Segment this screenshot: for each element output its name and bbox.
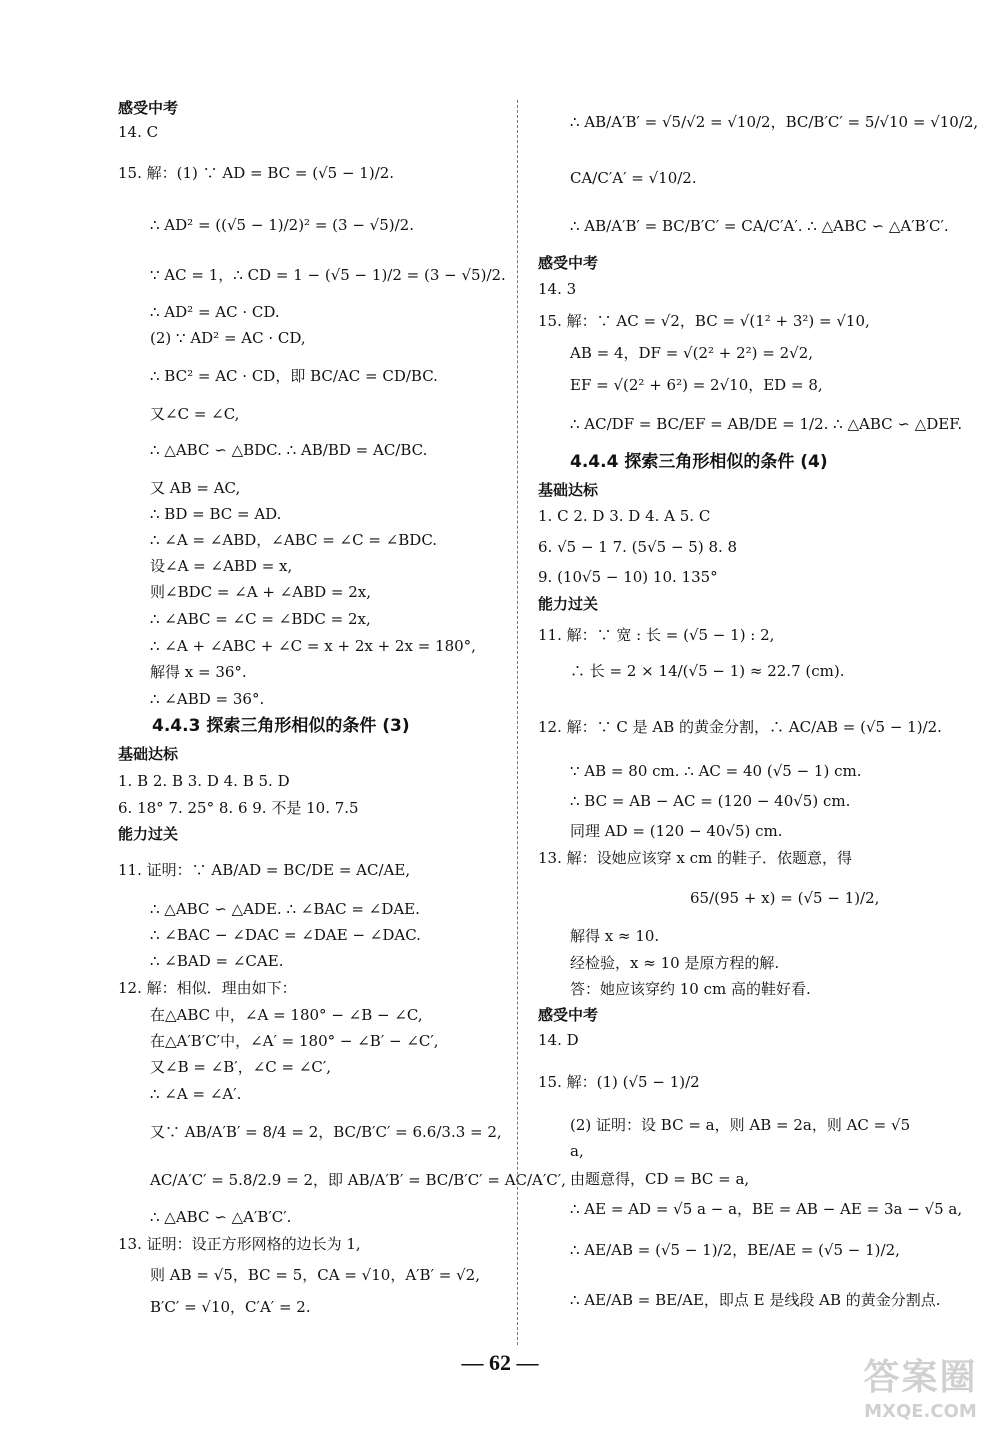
text-line: 则∠BDC = ∠A + ∠ABD = 2x,: [150, 583, 372, 601]
text-line: 同理 AD = (120 − 40√5) cm.: [570, 822, 783, 840]
text-line: ∴ ∠A + ∠ABC + ∠C = x + 2x + 2x = 180°,: [150, 637, 476, 655]
text-line: 14. D: [538, 1031, 579, 1049]
text-line: B′C′ = √10，C′A′ = 2.: [150, 1298, 311, 1316]
text-line: 13. 证明：设正方形网格的边长为 1,: [118, 1235, 361, 1253]
text-line: AB = 4，DF = √(2² + 2²) = 2√2,: [570, 344, 814, 362]
subsection-heading: 感受中考: [118, 99, 179, 117]
text-line: 由题意得，CD = BC = a,: [570, 1170, 750, 1188]
text-line: ∴ AE = AD = √5 a − a，BE = AB − AE = 3a − √5 a,: [570, 1200, 963, 1218]
subsection-heading: 感受中考: [538, 1006, 599, 1024]
text-line: 11. 证明：∵ AB/AD = BC/DE = AC/AE,: [118, 861, 411, 879]
text-line: 14. C: [118, 123, 159, 141]
text-line: ∴ ∠BAC − ∠DAC = ∠DAE − ∠DAC.: [150, 926, 421, 944]
subsection-heading: 感受中考: [538, 254, 599, 272]
text-line: 12. 解：相似．理由如下：: [118, 979, 297, 997]
text-line: ∴ AE/AB = BE/AE，即点 E 是线段 AB 的黄金分割点.: [570, 1291, 941, 1309]
text-line: ∴ △ABC ∽ △BDC. ∴ AB/BD = AC/BC.: [150, 441, 428, 459]
text-line: ∴ BC² = AC · CD，即 BC/AC = CD/BC.: [150, 367, 438, 385]
section-heading: 4.4.3 探索三角形相似的条件 (3): [152, 716, 410, 736]
text-line: 12. 解：∵ C 是 AB 的黄金分割，∴ AC/AB = (√5 − 1)/2.: [538, 718, 942, 736]
text-line: 又∵ AB/A′B′ = 8/4 = 2，BC/B′C′ = 6.6/3.3 = 2,: [150, 1123, 502, 1141]
text-line: 65/(95 + x) = (√5 − 1)/2,: [690, 889, 880, 907]
text-line: ∴ AB/A′B′ = √5/√2 = √10/2，BC/B′C′ = 5/√10 = √10/2,: [570, 113, 979, 131]
text-line: ∴ ∠ABD = 36°.: [150, 690, 265, 708]
text-line: ∴ BD = BC = AD.: [150, 505, 282, 523]
text-line: ∴ BC = AB − AC = (120 − 40√5) cm.: [570, 792, 851, 810]
text-line: 在△A′B′C′中，∠A′ = 180° − ∠B′ − ∠C′,: [150, 1032, 439, 1050]
text-line: a,: [570, 1142, 584, 1160]
text-line: (2) ∵ AD² = AC · CD,: [150, 329, 306, 347]
text-line: ∴ AD² = AC · CD.: [150, 303, 280, 321]
text-line: 14. 3: [538, 280, 577, 298]
text-line: EF = √(2² + 6²) = 2√10，ED = 8,: [570, 376, 823, 394]
text-line: 解得 x = 36°.: [150, 663, 247, 681]
text-line: ∴ △ABC ∽ △ADE. ∴ ∠BAC = ∠DAE.: [150, 900, 420, 918]
text-line: ∴ AE/AB = (√5 − 1)/2，BE/AE = (√5 − 1)/2,: [570, 1241, 900, 1259]
column-divider: [517, 100, 518, 1345]
text-line: 答：她应该穿约 10 cm 高的鞋好看.: [570, 980, 811, 998]
text-line: 又 AB = AC,: [150, 479, 241, 497]
text-line: ∵ AC = 1，∴ CD = 1 − (√5 − 1)/2 = (3 − √5)/2.: [150, 266, 506, 284]
text-line: 则 AB = √5，BC = 5，CA = √10，A′B′ = √2,: [150, 1266, 480, 1284]
text-line: ∴ AB/A′B′ = BC/B′C′ = CA/C′A′. ∴ △ABC ∽ △A′B′C′.: [570, 217, 949, 235]
subsection-heading: 基础达标: [538, 481, 599, 499]
text-line: 解得 x ≈ 10.: [570, 927, 660, 945]
text-line: ∵ AB = 80 cm. ∴ AC = 40 (√5 − 1) cm.: [570, 762, 862, 780]
text-line: 9. (10√5 − 10) 10. 135°: [538, 568, 718, 586]
text-line: 6. √5 − 1 7. (5√5 − 5) 8. 8: [538, 538, 738, 556]
text-line: ∴ ∠ABC = ∠C = ∠BDC = 2x,: [150, 610, 371, 628]
text-line: 又∠C = ∠C,: [150, 405, 240, 423]
text-line: (2) 证明：设 BC = a，则 AB = 2a，则 AC = √5: [570, 1116, 911, 1134]
text-line: 15. 解：(1) ∵ AD = BC = (√5 − 1)/2.: [118, 164, 395, 182]
watermark-logo: [848, 1356, 993, 1436]
text-line: 经检验，x ≈ 10 是原方程的解.: [570, 954, 780, 972]
text-line: ∴ △ABC ∽ △A′B′C′.: [150, 1208, 292, 1226]
text-line: ∴ AD² = ((√5 − 1)/2)² = (3 − √5)/2.: [150, 216, 414, 234]
text-line: ∴ 长 = 2 × 14/(√5 − 1) ≈ 22.7 (cm).: [570, 662, 845, 680]
text-line: 又∠B = ∠B′，∠C = ∠C′,: [150, 1058, 332, 1076]
text-line: AC/A′C′ = 5.8/2.9 = 2，即 AB/A′B′ = BC/B′C′ = AC/A′C′,: [150, 1171, 566, 1189]
text-line: 1. B 2. B 3. D 4. B 5. D: [118, 772, 290, 790]
text-line: 11. 解：∵ 宽 : 长 = (√5 − 1) : 2,: [538, 626, 775, 644]
text-line: ∴ ∠BAD = ∠CAE.: [150, 952, 284, 970]
subsection-heading: 能力过关: [538, 595, 599, 613]
text-line: 6. 18° 7. 25° 8. 6 9. 不是 10. 7.5: [118, 799, 359, 817]
section-heading: 4.4.4 探索三角形相似的条件 (4): [570, 452, 828, 472]
watermark-url: MXQE.COM: [864, 1401, 977, 1422]
text-line: ∴ ∠A = ∠A′.: [150, 1085, 242, 1103]
watermark-text: 答案圈: [863, 1357, 978, 1398]
text-line: ∴ AC/DF = BC/EF = AB/DE = 1/2. ∴ △ABC ∽ △DEF.: [570, 415, 963, 433]
text-line: 1. C 2. D 3. D 4. A 5. C: [538, 507, 711, 525]
text-line: 15. 解：(1) (√5 − 1)/2: [538, 1073, 700, 1091]
text-line: 在△ABC 中，∠A = 180° − ∠B − ∠C,: [150, 1006, 423, 1024]
text-line: 设∠A = ∠ABD = x,: [150, 557, 293, 575]
text-line: 13. 解：设她应该穿 x cm 的鞋子．依题意，得: [538, 849, 853, 867]
subsection-heading: 基础达标: [118, 745, 179, 763]
text-line: 15. 解：∵ AC = √2，BC = √(1² + 3²) = √10,: [538, 312, 870, 330]
subsection-heading: 能力过关: [118, 825, 179, 843]
text-line: ∴ ∠A = ∠ABD，∠ABC = ∠C = ∠BDC.: [150, 531, 438, 549]
page-number: — 62 —: [461, 1350, 539, 1375]
text-line: CA/C′A′ = √10/2.: [570, 169, 697, 187]
